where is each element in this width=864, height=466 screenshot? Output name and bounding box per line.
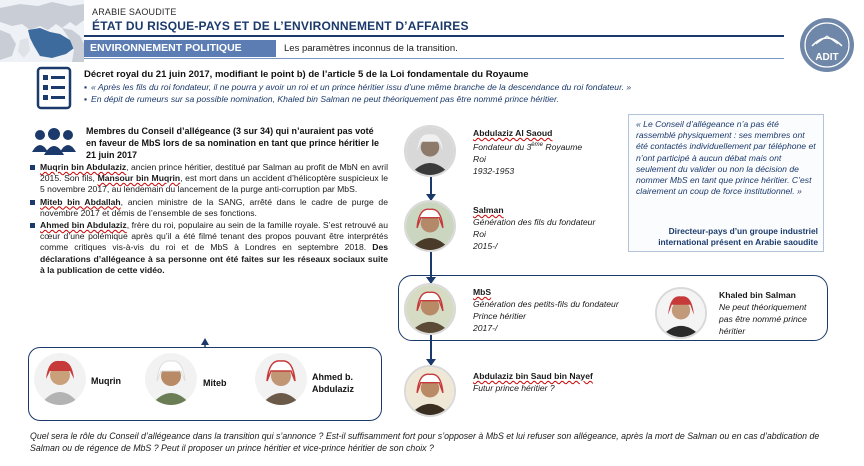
bottom-question: Quel sera le rôle du Conseil d’allégeance dans la transition qui s’annonce ? Est-il suffisamment fort pour s’opposer à MbS et lui refuser son allégeance, après la mort de Salman ou en cas d’abdication de Salman ou de régence de MbS ? Peut il proposer un prince héritier et vice-prince héritier de son choix ?: [30, 431, 820, 453]
title-divider: [84, 35, 784, 37]
section-divider: [84, 58, 784, 59]
list-item: Muqrin bin Abdulaziz, ancien prince héritier, destitué par Salman au profit de MbN en avril 2015. Son fils, Mansour bin Muqrin, est mort dans un accident d’hélicoptère suspicieux le 5 novembre 2017, au lendemain du lancement de la purge anti-corruption par MbS.: [30, 162, 388, 196]
section-subtitle: Les paramètres inconnus de la transition.: [284, 43, 458, 54]
portrait-ahmed: [255, 353, 307, 405]
logo-text: ADIT: [815, 52, 839, 63]
adit-logo-icon: [798, 16, 856, 74]
portrait-label: Muqrin: [91, 376, 121, 386]
quote-text: « Le Conseil d’allégeance n’a pas été rassemblé physiquement : ses membres ont été contactés individuellement par téléphone et n’ont participé à aucun débat mais ont seulement du valider ou non la décision de nommer MbS en tant que prince héritier. C’est clairement un coup de force institutionnel. »: [636, 119, 816, 197]
bullet-icon: ▪: [84, 94, 88, 104]
decree-quote: ▪ « Après les fils du roi fondateur, il ne pourra y avoir un roi et un prince héritier issu d’une même branche de la descendance du roi fondateur. »: [84, 82, 632, 92]
decree-title: Décret royal du 21 juin 2017, modifiant le point b) de l’article 5 de la Loi fondamentale du Royaume: [84, 69, 529, 80]
quote-source: Directeur-pays d’un groupe industriel international présent en Arabie saoudite: [658, 226, 818, 247]
page-title: ÉTAT DU RISQUE-PAYS ET DE L’ENVIRONNEMENT D’AFFAIRES: [92, 19, 469, 33]
middle-east-map-icon: [0, 0, 84, 62]
portrait-mbs: [404, 283, 456, 335]
portrait-miteb: [145, 353, 197, 405]
portrait-abdulaziz-bin-saud: [404, 365, 456, 417]
succession-item: MbS Génération des petits-fils du fondateur Prince héritier 2017-/: [473, 287, 619, 333]
portrait-salman: [404, 200, 456, 252]
portrait-abdulaziz: [404, 125, 456, 177]
portrait-label: Ahmed b. Abdulaziz: [312, 372, 354, 394]
portrait-khaled: [655, 287, 707, 339]
succession-item: Abdulaziz bin Saud bin Nayef Futur prince héritier ?: [473, 371, 593, 393]
bullet-icon: ▪: [84, 82, 88, 92]
khaled-info: Khaled bin Salman Ne peut théoriquement pas être nommé prince héritier: [719, 290, 807, 336]
succession-item: Salman Génération des fils du fondateur Roi 2015-/: [473, 205, 596, 251]
country-label: ARABIE SAOUDITE: [92, 7, 177, 17]
list-item: Miteb bin Abdallah, ancien ministre de la SANG, arrêté dans le cadre de purge de novembre 2017 et démis de l’ensemble de ses fonctions.: [30, 197, 388, 219]
checklist-icon: [34, 66, 74, 110]
portrait-muqrin: [34, 353, 86, 405]
list-item: Ahmed bin Abdulaziz, frère du roi, populaire au sein de la famille royale. S’est retrouvé au cœur d’une polémique après qu’il a été filmé tenant des propos pouvant être interprétés comme critiques vis-à-vis du roi et de MbS à Londres en septembre 2018. Des déclarations d’allégeance à sa personne ont été faites sur les réseaux sociaux suite à la publication de cette vidéo.: [30, 220, 388, 276]
section-title: ENVIRONNEMENT POLITIQUE: [84, 40, 276, 57]
members-list: [30, 162, 388, 277]
succession-item: Abdulaziz Al Saoud Fondateur du 3ème Royaume Roi 1932-1953: [473, 128, 583, 176]
decree-note: ▪ En dépit de rumeurs sur sa possible nomination, Khaled bin Salman ne peut théoriquement pas être nommé prince héritier.: [84, 94, 559, 104]
portrait-label: Miteb: [203, 378, 227, 388]
people-group-icon: [30, 128, 78, 156]
members-heading: Membres du Conseil d’allégeance (3 sur 34) qui n’auraient pas voté en faveur de MbS lors de sa nomination en tant que prince héritier le 21 juin 2017: [86, 126, 380, 160]
